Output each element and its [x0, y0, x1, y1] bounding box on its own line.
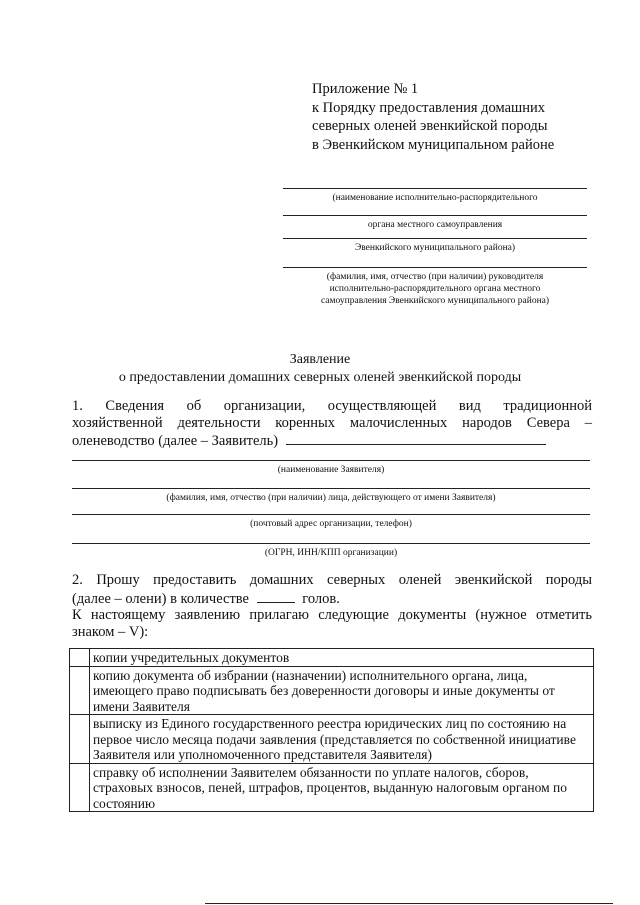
- document-checkbox[interactable]: [70, 715, 90, 764]
- applicant-blank[interactable]: [286, 432, 546, 445]
- ogrn-line[interactable]: [72, 543, 590, 544]
- applicant-name-line[interactable]: [72, 460, 590, 461]
- section2-line: К настоящему заявлению прилагаю следующие документы (нужное отметить: [72, 607, 592, 623]
- document-checkbox[interactable]: [70, 649, 90, 667]
- section2-quantity-row: [72, 590, 592, 608]
- addressee-blank-line[interactable]: [283, 188, 587, 189]
- section2-line: знаком – V):: [72, 624, 149, 640]
- section2-line: (далее – олени) в количестве: [72, 591, 249, 607]
- section1-applicant-row: [72, 432, 592, 450]
- appendix-line: к Порядку предоставления домашних: [312, 99, 545, 116]
- representative-caption: (фамилия, имя, отчество (при наличии) лица, действующего от имени Заявителя): [166, 493, 496, 503]
- address-line[interactable]: [72, 514, 590, 515]
- addressee-blank-line[interactable]: [283, 238, 587, 239]
- ogrn-caption: (ОГРН, ИНН/КПП организации): [264, 548, 398, 558]
- document-checkbox[interactable]: [70, 763, 90, 812]
- appendix-header: [312, 80, 554, 154]
- representative-line[interactable]: [72, 488, 590, 489]
- document-checkbox[interactable]: [70, 666, 90, 715]
- section1-line: хозяйственной деятельности коренных малочисленных народов Севера –: [72, 415, 592, 431]
- appendix-line: в Эвенкийском муниципальном районе: [312, 136, 555, 153]
- document-label: справку об исполнении Заявителем обязанности по уплате налогов, сборов, страховых взносов, пеней, штрафов, процентов, выданную налоговым органом по состоянию: [90, 763, 594, 812]
- section1-line: оленеводство (далее – Заявитель): [72, 433, 279, 449]
- addressee-caption: (наименование исполнительно-распорядительного: [332, 193, 538, 203]
- document-row: [70, 649, 594, 667]
- addressee-blank-line[interactable]: [283, 267, 587, 268]
- document-row: [70, 715, 594, 764]
- addressee-caption: органа местного самоуправления: [367, 220, 503, 230]
- document-label: копию документа об избрании (назначении) исполнительного органа, лица, имеющего право подписывать без доверенности договоры и иные документы от имени Заявителя: [90, 666, 594, 715]
- document-row: [70, 666, 594, 715]
- section2-line: голов.: [302, 591, 340, 607]
- addressee-caption: Эвенкийского муниципального района): [354, 243, 516, 253]
- section1-line: 1. Сведения об организации, осуществляющей вид традиционной: [72, 398, 592, 414]
- documents-checklist: [69, 648, 594, 812]
- page-bottom-rule: [205, 903, 613, 904]
- quantity-blank[interactable]: [257, 590, 295, 603]
- section2-line: 2. Прошу предоставить домашних северных оленей эвенкийской породы: [72, 572, 592, 588]
- document-title: Заявление: [289, 352, 351, 367]
- document-row: [70, 763, 594, 812]
- address-caption: (почтовый адрес организации, телефон): [250, 519, 412, 529]
- document-label: копии учредительных документов: [90, 649, 594, 667]
- applicant-name-caption: (наименование Заявителя): [277, 465, 385, 475]
- document-label: выписку из Единого государственного реестра юридических лиц по состоянию на первое число месяца подачи заявления (представляется по собственной инициативе Заявителя или уполномоченного представителя Заявителя): [90, 715, 594, 764]
- addressee-blank-line[interactable]: [283, 215, 587, 216]
- appendix-number: Приложение № 1: [312, 81, 419, 97]
- document-subtitle: о предоставлении домашних северных оленей эвенкийской породы: [118, 370, 522, 385]
- addressee-head-caption: (фамилия, имя, отчество (при наличии) руководителя исполнительно-распорядительного органа местного самоуправления Эвенкийского муниципального района): [320, 272, 550, 306]
- appendix-line: северных оленей эвенкийской породы: [312, 118, 548, 134]
